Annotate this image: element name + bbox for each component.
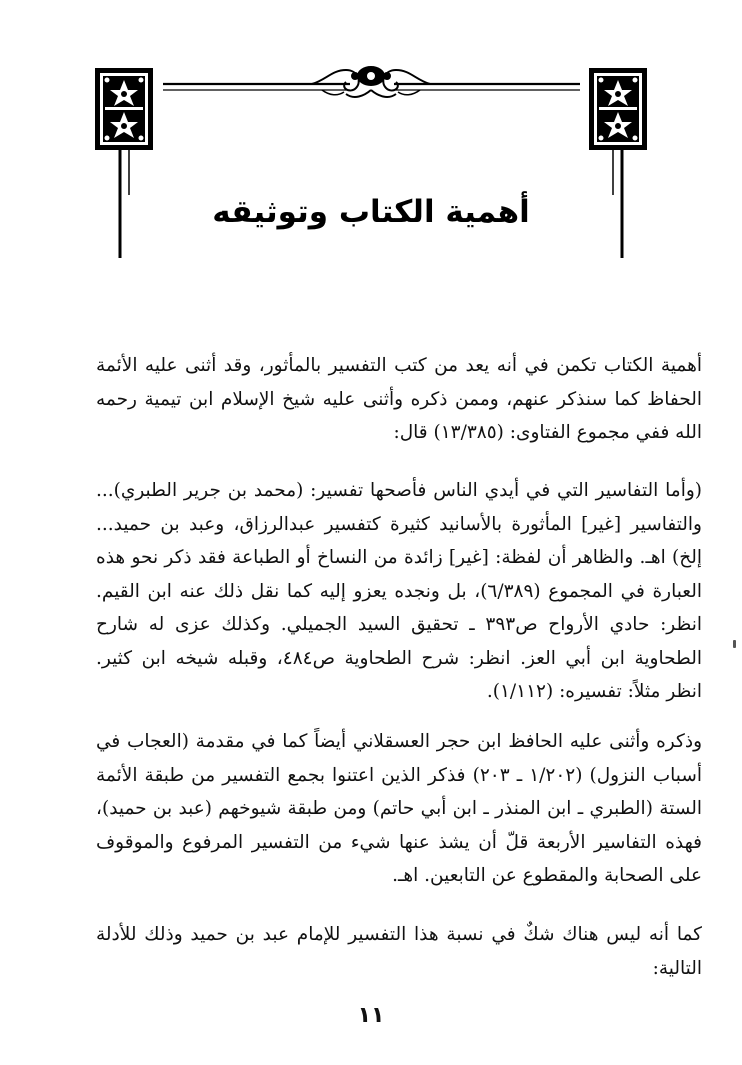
margin-mark — [733, 640, 736, 648]
corner-ornament-left — [95, 68, 153, 150]
ornamental-header-frame — [0, 0, 742, 300]
paragraph-4: كما أنه ليس هناك شكٌ في نسبة هذا التفسير للإمام عبد بن حميد وذلك للأدلة التالية: — [96, 924, 702, 979]
paragraph-2: (وأما التفاسير التي في أيدي الناس فأصحها تفسير: (محمد بن جرير الطبري)... والتفاسير [غير] المأثورة بالأسانيد كثيرة كتفسير عبدالرزاق، وعبد بن حميد... إلخ) اهـ. والظاهر أن لفظة: [غير] زائدة من النساخ أو الطباعة فقد ذكر نحو هذه العبارة في المجموع (٦/٣٨٩)، بل ونجده يعزو إليه كما نقل ذلك عنه ابن القيم. انظر: حادي الأرواح ص٣٩٣ ـ تحقيق السيد الجميلي. وكذلك عزى له شارح الطحاوية ابن أبي العز. انظر: شرح الطحاوية ص٤٨٤، وقبله شيخه ابن كثير. انظر مثلاً: تفسيره: (١/١١٢). — [96, 480, 702, 702]
corner-ornament-right — [589, 68, 647, 150]
paragraph-3: وذكره وأثنى عليه الحافظ ابن حجر العسقلاني أيضاً كما في مقدمة (العجاب في أسباب النزول) (١/٢٠٢ ـ ٢٠٣) فذكر الذين اعتنوا بجمع التفسير من طبقة الأئمة الستة (الطبري ـ ابن المنذر ـ ابن أبي حاتم) ومن طبقة شيوخهم (عبد بن حميد)، فهذه التفاسير الأربعة قلّ أن يشذ عنها شيء من التفسير المرفوع والموقوف على الصحابة والمقطوع عن التابعين. اهـ. — [96, 731, 703, 886]
center-ornament — [312, 67, 430, 97]
page-number: ١١ — [357, 1003, 385, 1028]
page-title: أهمية الكتاب وتوثيقه — [212, 194, 530, 230]
paragraph-1: أهمية الكتاب تكمن في أنه يعد من كتب التفسير بالمأثور، وقد أثنى عليه الأئمة الحفاظ كما سنذكر عنهم، وممن ذكره وأثنى عليه شيخ الإسلام ابن تيمية رحمه الله ففي مجموع الفتاوى: (١٣/٣٨٥) قال: — [96, 355, 702, 443]
